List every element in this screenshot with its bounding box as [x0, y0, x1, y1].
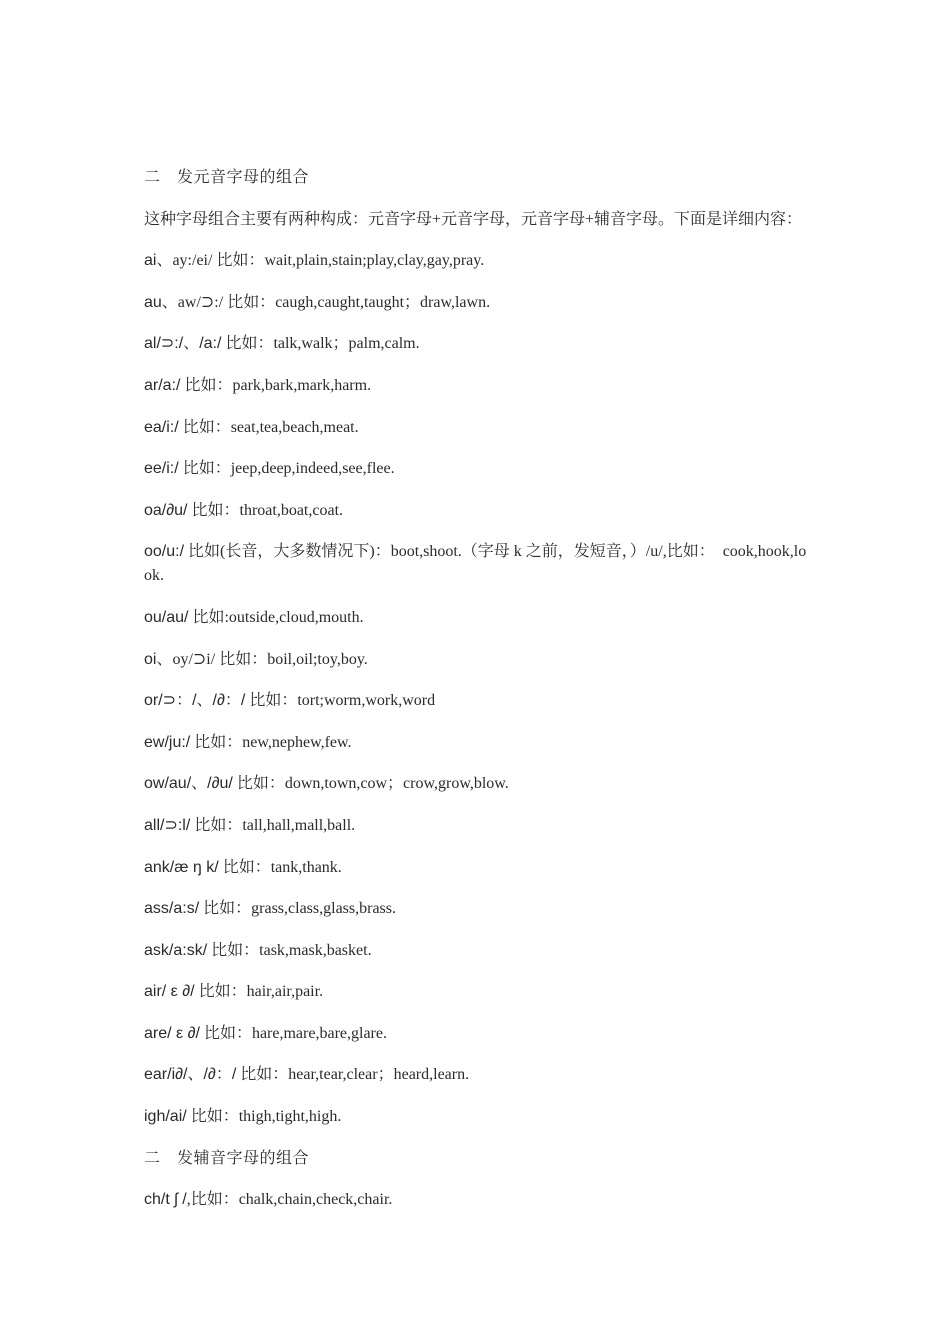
item-text: 比如：jeep,deep,indeed,see,flee. [178, 460, 395, 478]
item-text: ,比如：chalk,chain,check,chair. [186, 1191, 393, 1209]
item-key: oo/u:/ [144, 543, 185, 561]
list-item [144, 540, 814, 588]
section-title-vowel-combinations: 二 发元音字母的组合 [144, 169, 310, 186]
item-text: 比如：hare,mare,bare,glare. [199, 1024, 387, 1042]
item-text: 比如：tank,thank. [218, 858, 342, 876]
item-text: 比如：throat,boat,coat. [187, 501, 344, 519]
item-text: 、aw/⊃:/ 比如：caugh,caught,taught；draw,lawn. [161, 293, 491, 311]
item-key: ew/ju:/ [144, 733, 191, 751]
list-item [144, 648, 814, 672]
document-page [144, 166, 814, 1230]
list-item [144, 249, 814, 273]
item-text: 比如：tall,hall,mall,ball. [190, 816, 356, 834]
item-text: 比如：new,nephew,few. [190, 733, 352, 751]
list-item [144, 332, 814, 356]
list-item [144, 1063, 814, 1087]
vowel-combination-list [144, 249, 814, 1129]
item-key: or/⊃：/、/∂：/ [144, 692, 246, 710]
item-text: 、ay:/ei/ 比如：wait,plain,stain;play,clay,gay,pray. [156, 252, 485, 270]
item-key: ee/i:/ [144, 460, 179, 478]
item-key: ai [144, 252, 157, 270]
item-key: au [144, 293, 162, 311]
list-item [144, 1188, 814, 1212]
item-text: 比如：seat,tea,beach,meat. [178, 418, 359, 436]
item-text: 比如(长音，大多数情况下)：boot,shoot.（字母 k 之前，发短音，）/u/,比如： cook,hook,look. [144, 543, 807, 585]
list-item [144, 291, 814, 315]
list-item [144, 1105, 814, 1129]
item-text: 比如：tort;worm,work,word [245, 692, 436, 710]
item-key: ch/t ʃ / [144, 1191, 187, 1209]
section-title-consonant-combinations: 二 发辅音字母的组合 [144, 1149, 310, 1167]
item-key: ou/au/ [144, 608, 189, 626]
list-item [144, 980, 814, 1004]
item-key: ank/æ ŋ k/ [144, 858, 219, 876]
list-item [144, 897, 814, 921]
list-item [144, 416, 814, 440]
item-key: ar/a:/ [144, 376, 181, 394]
item-text: 比如：thigh,tight,high. [186, 1108, 342, 1126]
list-item [144, 499, 814, 523]
list-item [144, 1022, 814, 1046]
item-text: 比如:outside,cloud,mouth. [188, 608, 364, 626]
item-key: igh/ai/ [144, 1108, 187, 1126]
list-item [144, 689, 814, 713]
item-key: oa/∂u/ [144, 501, 188, 519]
item-key: ear/i∂/、/∂：/ [144, 1066, 237, 1084]
list-item [144, 457, 814, 481]
item-text: 比如：down,town,cow；crow,grow,blow. [232, 775, 509, 793]
intro-paragraph: 这种字母组合主要有两种构成：元音字母+元音字母，元音字母+辅音字母。下面是详细内容： [144, 210, 803, 228]
list-item [144, 856, 814, 880]
item-key: ea/i:/ [144, 418, 179, 436]
list-item [144, 731, 814, 755]
item-key: are/ ε ∂/ [144, 1024, 200, 1042]
consonant-combination-list [144, 1188, 814, 1212]
list-item [144, 772, 814, 796]
item-text: 比如：grass,class,glass,brass. [199, 900, 397, 918]
item-text: 比如：talk,walk；palm,calm. [221, 335, 420, 353]
item-text: 、oy/⊃i/ 比如：boil,oil;toy,boy. [156, 650, 368, 668]
item-text: 比如：hear,tear,clear；heard,learn. [236, 1066, 470, 1084]
list-item [144, 374, 814, 398]
item-text: 比如：park,bark,mark,harm. [180, 376, 372, 394]
list-item [144, 814, 814, 838]
item-key: ass/a:s/ [144, 900, 200, 918]
item-text: 比如：hair,air,pair. [194, 983, 324, 1001]
item-key: oi [144, 650, 157, 668]
item-key: all/⊃:l/ [144, 816, 191, 834]
item-key: al/⊃:/、/a:/ [144, 335, 222, 353]
item-key: air/ ε ∂/ [144, 983, 195, 1001]
list-item [144, 939, 814, 963]
item-text: 比如：task,mask,basket. [207, 941, 372, 959]
list-item [144, 606, 814, 630]
item-key: ask/a:sk/ [144, 941, 208, 959]
item-key: ow/au/、/∂u/ [144, 775, 233, 793]
